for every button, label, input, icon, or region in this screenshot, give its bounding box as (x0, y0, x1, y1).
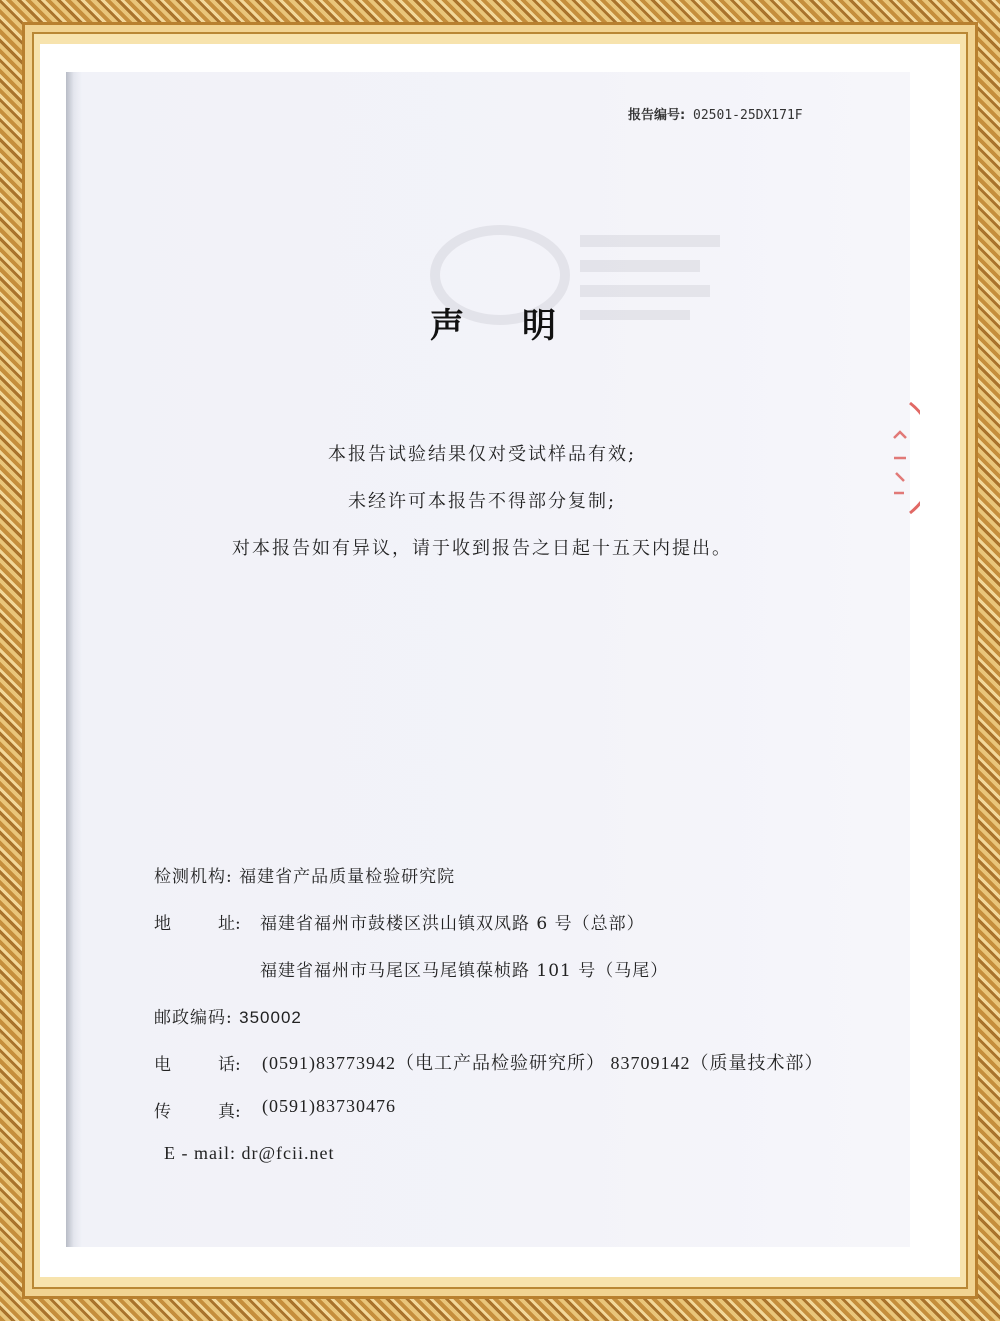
phone-label-part2: 话: (218, 1055, 241, 1075)
address-label-part2: 址: (218, 914, 241, 934)
page-title: 声明 (430, 306, 614, 346)
postcode-label: 邮政编码: (154, 1008, 233, 1028)
phone-value: (0591)83773942（电工产品检验研究所） 83709142（质量技术部） (262, 1053, 824, 1073)
statement-line: 未经许可本报告不得部分复制; (348, 491, 617, 512)
report-number-label: 报告编号: (628, 108, 686, 123)
statement-line: 对本报告如有异议，请于收到报告之日起十五天内提出。 (232, 538, 732, 559)
email-value[interactable]: dr@fcii.net (241, 1143, 335, 1163)
report-number (628, 104, 803, 123)
address-line-2: 福建省福州市马尾区马尾镇葆桢路 101 号（马尾） (260, 961, 669, 981)
email-row (164, 1143, 335, 1164)
email-label: E - mail: (164, 1143, 236, 1163)
red-seal-stamp-icon (880, 398, 920, 518)
org-value: 福建省产品质量检验研究院 (239, 867, 456, 887)
postcode-value: 350002 (239, 1008, 302, 1027)
phone-label-part1: 电 (154, 1055, 171, 1075)
address-label-part1: 地 (154, 914, 171, 934)
org-row (154, 862, 455, 887)
fax-value: (0591)83730476 (262, 1096, 396, 1116)
org-label: 检测机构: (154, 867, 233, 887)
statement-line: 本报告试验结果仅对受试样品有效; (328, 444, 637, 465)
fax-label-part2: 真: (218, 1102, 241, 1122)
postcode-row (154, 1003, 302, 1028)
report-number-value: 02501-25DX171F (693, 108, 803, 123)
fax-label-part1: 传 (154, 1102, 171, 1122)
address-line-1: 福建省福州市鼓楼区洪山镇双凤路 6 号（总部） (260, 914, 645, 934)
